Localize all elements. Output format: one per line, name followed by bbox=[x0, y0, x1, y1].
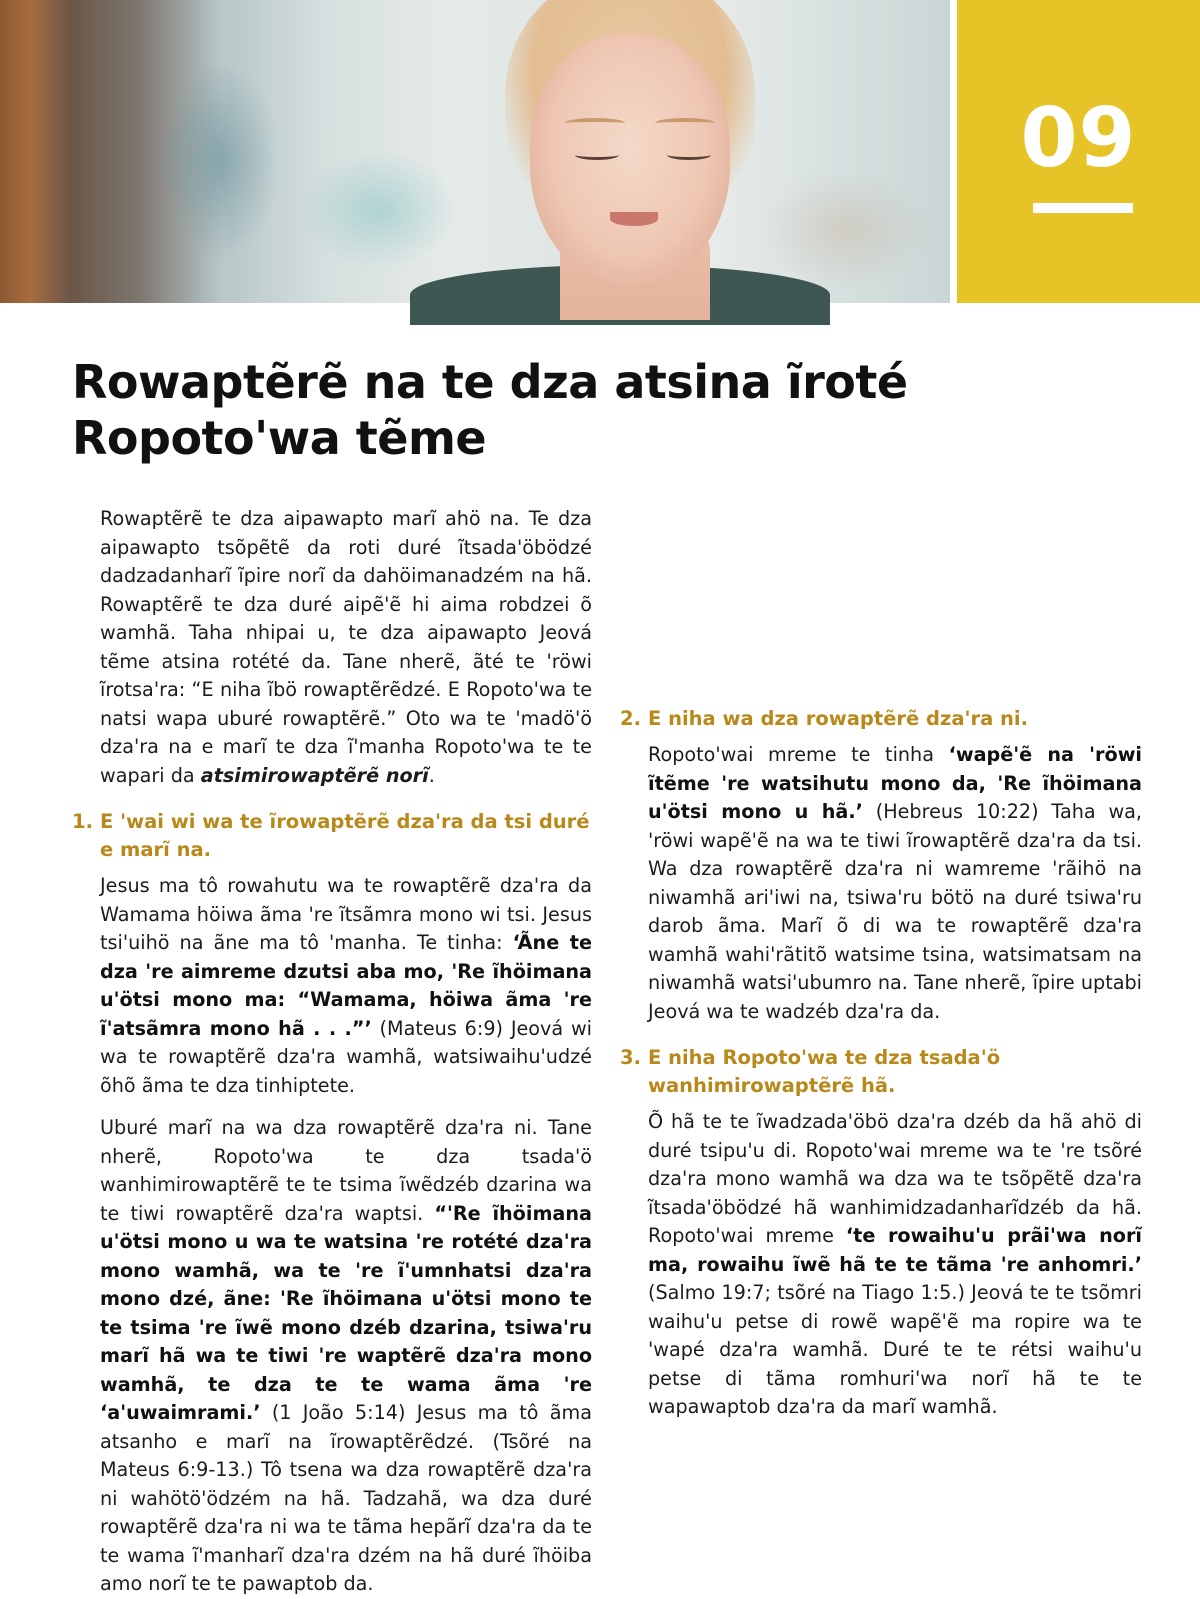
column-continuation-space bbox=[620, 505, 1142, 687]
photo-closed-eye bbox=[667, 150, 711, 160]
title-line-1: Rowaptẽrẽ na te dza atsina ĩroté bbox=[72, 355, 908, 409]
right-column bbox=[620, 505, 1142, 1422]
photo-bokeh bbox=[160, 60, 280, 260]
scripture-quote: ‘Ãne te dza 're aimreme dzutsi aba mo, 'Re ĩhöimana u'ötsi mono ma: “Wamama, höiwa ãma 're ĩ'atsãmra mono hã . . .”’ bbox=[100, 931, 592, 1040]
photo-face bbox=[530, 35, 730, 285]
title-line-2: Ropoto'wa tẽme bbox=[72, 411, 487, 465]
photo-brow bbox=[655, 118, 715, 128]
left-column bbox=[72, 505, 592, 1595]
point-1-paragraph-1 bbox=[100, 872, 592, 1100]
body-text: Uburé marĩ na wa dza rowaptẽrẽ dza'ra ni. Tane nherẽ, Ropoto'wa te dza tsada'ö wanhimirowaptẽrẽ te te tsima ĩwẽdzéb dzarina wa te tiwi rowaptẽrẽ dza'ra waptsi. bbox=[100, 1116, 592, 1225]
scripture-quote: “'Re ĩhöimana u'ötsi mono u wa te watsina 're rotété dza'ra mono wamhã, wa te 're ĩ'umnhatsi dza'ra mono dzé, ãne: 'Re ĩhöimana u'ötsi mono te te tsima 're ĩwẽ mono dzéb dzarina, tsiwa'ru marĩ hã wa te tiwi 're waptẽrẽ dza'ra mono wamhã, te dza te te wama ãma 're ‘a'uwaimrami.’ bbox=[100, 1201, 592, 1424]
photo-mouth bbox=[610, 212, 658, 226]
photo-brow bbox=[565, 118, 625, 128]
point-heading-text: E 'wai wi wa te ĩrowaptẽrẽ dza'ra da tsi duré e marĩ na. bbox=[100, 810, 590, 861]
scripture-quote: ‘te rowaihu'u prãi'wa norĩ ma, rowaihu ĩwẽ hã te te tãma 're anhomri.’ bbox=[648, 1224, 1142, 1276]
scripture-quote: ‘wapẽ'ẽ na 'röwi ĩtẽme 're watsihutu mono da, 'Re ĩhöimana u'ötsi mono u hã.’ bbox=[648, 743, 1142, 823]
intro-text: Rowaptẽrẽ te dza aipawapto marĩ ahö na. Te dza aipawapto tsõpẽtẽ da roti duré ĩtsada'öbödzé dadzadanharĩ ĩpire norĩ da dahöimanadzém na hã. Rowaptẽrẽ te dza duré aipẽ'ẽ hi aima robdzei õ wamhã. Taha nhipai u, te dza aipawapto Jeová tẽme atsina rotété da. Tane nherẽ, ãté te 'röwi ĩrotsa'ra: “E niha ĩbö rowaptẽrẽdzé. E Ropoto'wa te natsi wapa uburé rowaptẽrẽ.” Oto wa te 'madö'ö dza'ra na e marĩ te dza ĩ'manha Ropoto'wa te te wapari da bbox=[100, 507, 592, 787]
body-text: (Salmo 19:7; tsõré na Tiago 1:5.) Jeová te te tsõmri waihu'u petse di rowẽ wapẽ'ẽ ma ropire wa te 'wapé dza'ra wamhã. Duré te te rétsi waihu'u petse di tãma romhuri'wa norĩ hã te te wapawaptob dza'ra da marĩ wamhã. bbox=[648, 1281, 1142, 1418]
point-3-paragraph-1 bbox=[648, 1108, 1142, 1422]
photo-bokeh bbox=[760, 170, 930, 290]
body-text: (Hebreus 10:22) Taha wa, 'röwi wapẽ'ẽ na wa te tiwi ĩrowaptẽrẽ dza'ra da tsi. Wa dza rowaptẽrẽ dza'ra ni wamreme 'rãihö na niwamhã ari'iwi na, tsiwa'ru bötö na duré tsiwa'ru darob ãma. Marĩ õ di wa te rowaptẽrẽ dza'ra wamhã wahi'rãtitõ watsime tsina, watsimatsam na niwamhã watsi'ubumro na. Tane nherẽ, ĩpire uptabi Jeová wa te wadzéb dza'ra da. bbox=[648, 800, 1142, 1023]
body-text: Jesus ma tô rowahutu wa te rowaptẽrẽ dza'ra da Wamama höiwa ãma 're ĩtsãmra mono wi tsi. Jesus tsi'uihö na ãne ma tô 'manha. Te tinha: bbox=[100, 874, 592, 954]
point-heading-text: E niha Ropoto'wa te dza tsada'ö wanhimirowaptẽrẽ hã. bbox=[648, 1046, 1001, 1097]
chapter-badge bbox=[957, 0, 1200, 303]
body-text: Õ hã te te ĩwadzada'öbö dza'ra dzéb da hã ahö di duré tsipu'u di. Ropoto'wai mreme wa te 're tsõré dza'ra mono wamhã wa dza wa te tsõpẽtẽ dza'ra ĩtsada'öbödzé hã wanhimidzadanharĩdzéb da hã. Ropoto'wai mreme bbox=[648, 1110, 1142, 1247]
point-number: 2. bbox=[620, 707, 641, 730]
body-text: (1 João 5:14) Jesus ma tô ãma atsanho e marĩ na ĩrowaptẽrẽdzé. (Tsõré na Mateus 6:9-13.) Tô tsena wa dza rowaptẽrẽ dza'ra ni wahötö'ödzém na hã. Tadzahã, wa dza duré rowaptẽrẽ dza'ra ni wa te tãma hepãrĩ dza'ra da te te wama ĩ'manharĩ dza'ra dzém na hã duré ĩhöiba amo norĩ te te pawaptob da. bbox=[100, 1401, 592, 1595]
point-heading-1 bbox=[72, 808, 592, 864]
chapter-number: 09 bbox=[1020, 91, 1137, 186]
photo-closed-eye bbox=[575, 150, 619, 160]
body-text: Ropoto'wai mreme te tinha bbox=[648, 743, 949, 766]
point-number: 1. bbox=[72, 810, 93, 833]
intro-paragraph bbox=[100, 505, 592, 790]
intro-text-end: . bbox=[428, 763, 435, 787]
point-heading-text: E niha wa dza rowaptẽrẽ dza'ra ni. bbox=[648, 707, 1029, 730]
hero-photo bbox=[0, 0, 950, 303]
chapter-underline bbox=[1033, 203, 1133, 213]
point-heading-3 bbox=[620, 1044, 1142, 1100]
intro-emphasis: atsimirowaptẽrẽ norĩ bbox=[200, 763, 429, 787]
point-heading-2 bbox=[620, 705, 1142, 733]
point-number: 3. bbox=[620, 1046, 641, 1069]
body-text: (Mateus 6:9) Jeová wi wa te rowaptẽrẽ dza'ra wamhã, watsiwaihu'udzé õhõ ãma te dza tinhiptete. bbox=[100, 1016, 592, 1097]
page-title bbox=[72, 354, 952, 466]
point-1-paragraph-2 bbox=[100, 1114, 592, 1599]
photo-bokeh bbox=[300, 150, 460, 270]
point-2-paragraph-1 bbox=[648, 741, 1142, 1026]
